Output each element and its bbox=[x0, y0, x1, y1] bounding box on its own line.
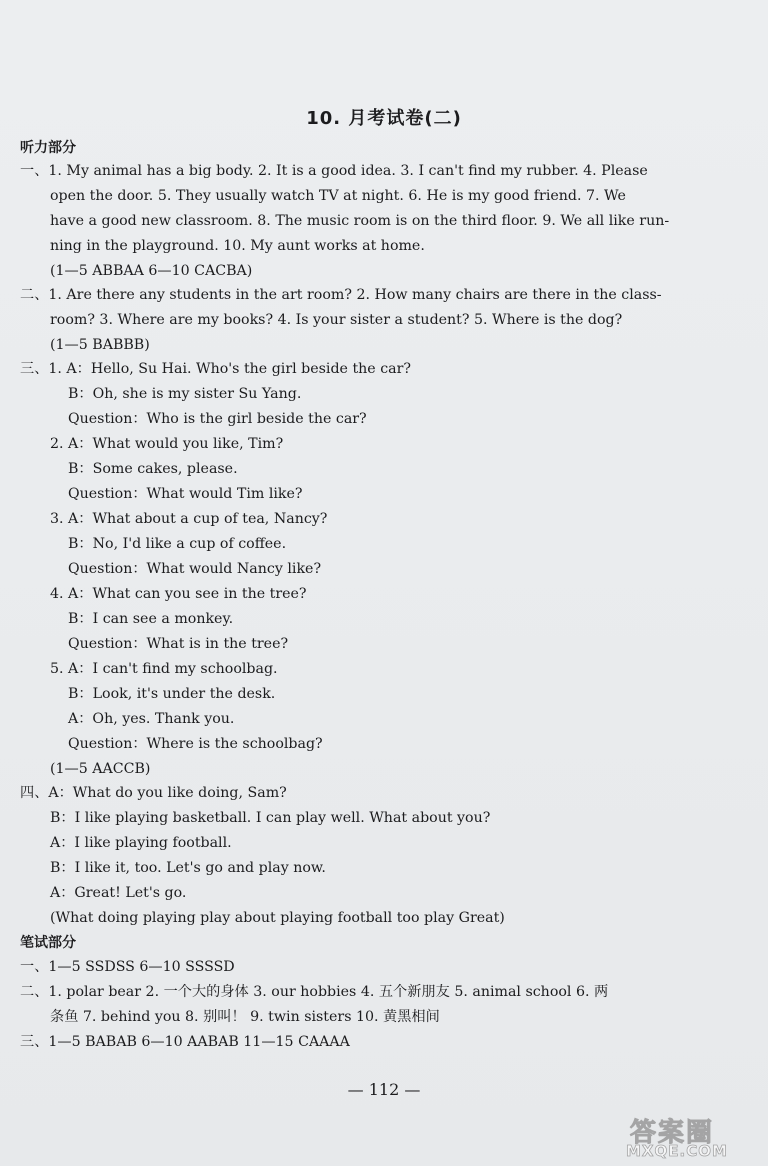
answer-key: (1—5 ABBAA 6—10 CACBA) bbox=[50, 263, 253, 279]
answer-key: 一、1—5 SSDSS 6—10 SSSSD bbox=[20, 959, 235, 975]
watermark-text-en: MXQE.COM bbox=[626, 1142, 728, 1160]
answer-key: (1—5 BABBB) bbox=[50, 337, 150, 353]
text-line: A：I like playing football. bbox=[50, 835, 232, 851]
text-line: open the door. 5. They usually watch TV at night. 6. He is my good friend. 7. We bbox=[50, 188, 626, 204]
text-line: 四、A：What do you like doing, Sam? bbox=[20, 785, 287, 801]
answer-key: (What doing playing play about playing football too play Great) bbox=[50, 910, 505, 926]
text-line: 二、1. polar bear 2. 一个大的身体 3. our hobbies 4. 五个新朋友 5. animal school 6. 两 bbox=[20, 984, 609, 1000]
watermark-text-cn: 答案圈 bbox=[630, 1118, 715, 1148]
text-line: B：I like it, too. Let's go and play now. bbox=[50, 860, 326, 876]
section-heading-writing: 笔试部分 bbox=[20, 935, 76, 951]
text-line: Question：What would Nancy like? bbox=[68, 561, 322, 577]
text-line: 3. A：What about a cup of tea, Nancy? bbox=[50, 511, 328, 527]
text-line: Question：Who is the girl beside the car? bbox=[68, 411, 367, 427]
text-line: 4. A：What can you see in the tree? bbox=[50, 586, 307, 602]
text-line: 一、1. My animal has a big body. 2. It is a good idea. 3. I can't find my rubber. 4. Please bbox=[20, 163, 648, 179]
text-line: 条鱼 7. behind you 8. 别叫！ 9. twin sisters 10. 黄黑相间 bbox=[50, 1009, 440, 1025]
text-line: 三、1. A：Hello, Su Hai. Who's the girl beside the car? bbox=[20, 361, 411, 377]
text-line: A：Great! Let's go. bbox=[50, 885, 187, 901]
text-line: B：Some cakes, please. bbox=[68, 461, 238, 477]
section-heading-listening: 听力部分 bbox=[20, 140, 76, 156]
text-line: 二、1. Are there any students in the art room? 2. How many chairs are there in the class- bbox=[20, 287, 662, 303]
text-line: Question：What would Tim like? bbox=[68, 486, 303, 502]
text-line: B：No, I'd like a cup of coffee. bbox=[68, 536, 287, 552]
text-line: 5. A：I can't find my schoolbag. bbox=[50, 661, 278, 677]
text-line: B：Look, it's under the desk. bbox=[68, 686, 276, 702]
answer-key: 三、1—5 BABAB 6—10 AABAB 11—15 CAAAA bbox=[20, 1034, 350, 1050]
text-line: B：I can see a monkey. bbox=[68, 611, 234, 627]
text-line: room? 3. Where are my books? 4. Is your sister a student? 5. Where is the dog? bbox=[50, 312, 623, 328]
text-line: Question：Where is the schoolbag? bbox=[68, 736, 323, 752]
text-line: B：Oh, she is my sister Su Yang. bbox=[68, 386, 302, 402]
text-line: B：I like playing basketball. I can play well. What about you? bbox=[50, 810, 491, 826]
watermark-logo bbox=[620, 1112, 760, 1160]
text-line: ning in the playground. 10. My aunt works at home. bbox=[50, 238, 425, 254]
text-line: Question：What is in the tree? bbox=[68, 636, 289, 652]
text-line: have a good new classroom. 8. The music room is on the third floor. 9. We all like run- bbox=[50, 213, 670, 229]
page-title: 10. 月考试卷(二) bbox=[306, 108, 462, 129]
answer-key: (1—5 AACCB) bbox=[50, 761, 151, 777]
text-line: 2. A：What would you like, Tim? bbox=[50, 436, 284, 452]
text-line: A：Oh, yes. Thank you. bbox=[68, 711, 235, 727]
page-number: — 112 — bbox=[347, 1080, 421, 1099]
